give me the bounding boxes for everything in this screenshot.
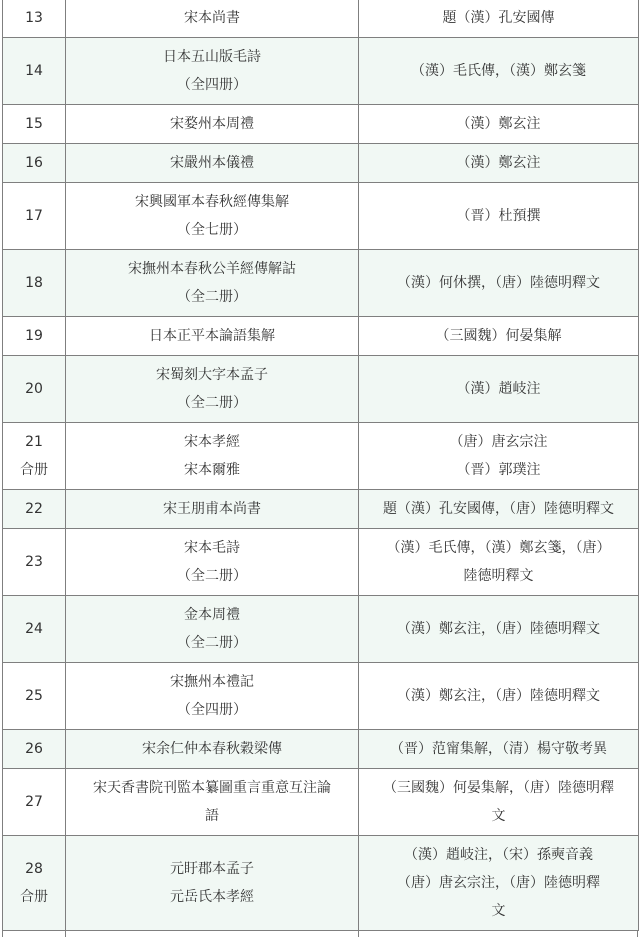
title-cell-line: （全四册） <box>177 77 247 93</box>
number-cell-line: 15 <box>25 116 43 132</box>
title-cell-line: （全七册） <box>177 222 247 238</box>
number-cell <box>3 836 66 931</box>
title-cell-line: 語 <box>205 808 219 824</box>
annotation-cell <box>359 663 639 730</box>
table-row <box>3 356 639 423</box>
annotation-cell-line: 陸德明釋文 <box>463 568 534 584</box>
number-cell-line: 合册 <box>20 462 48 478</box>
number-cell <box>3 183 66 250</box>
title-cell-line: 宋本尚書 <box>184 10 240 26</box>
book-list-table <box>2 0 639 931</box>
annotation-cell-line: （晋）范甯集解，（清）楊守敬考異 <box>390 741 607 757</box>
number-cell <box>3 596 66 663</box>
annotation-cell <box>359 769 639 836</box>
title-cell-line: （全二册） <box>177 568 247 584</box>
annotation-cell <box>359 836 639 931</box>
number-cell <box>3 529 66 596</box>
number-cell-line: 13 <box>25 10 43 26</box>
title-cell <box>66 38 359 105</box>
annotation-cell <box>359 144 639 183</box>
number-cell-line: 合册 <box>20 889 48 905</box>
number-cell-line: 27 <box>25 794 43 810</box>
number-cell <box>3 105 66 144</box>
title-cell <box>66 183 359 250</box>
title-cell <box>66 529 359 596</box>
title-cell-line: 宋興國軍本春秋經傳集解 <box>135 194 289 210</box>
number-cell-line: 28 <box>25 861 43 877</box>
title-cell <box>66 730 359 769</box>
annotation-cell-line: （漢）趙岐注 <box>456 381 541 397</box>
title-cell <box>66 0 359 38</box>
table-row <box>3 250 639 317</box>
annotation-cell-line: 文 <box>491 903 506 919</box>
title-cell <box>66 144 359 183</box>
title-cell <box>66 356 359 423</box>
title-cell-line: 日本五山版毛詩 <box>163 49 261 65</box>
annotation-cell <box>359 250 639 317</box>
annotation-cell <box>359 596 639 663</box>
number-cell <box>3 730 66 769</box>
title-cell-line: （全二册） <box>177 289 247 305</box>
annotation-cell-line: （晋）郭璞注 <box>456 462 541 478</box>
table-row <box>3 317 639 356</box>
annotation-cell <box>359 317 639 356</box>
title-cell-line: 元盱郡本孟子 <box>170 861 254 877</box>
title-cell <box>66 836 359 931</box>
title-cell-line: （全四册） <box>177 702 247 718</box>
number-cell-line: 21 <box>25 434 43 450</box>
annotation-cell-line: （漢）鄭玄注 <box>456 155 541 171</box>
number-cell-line: 20 <box>25 381 43 397</box>
title-cell <box>66 596 359 663</box>
number-cell-line: 16 <box>25 155 43 171</box>
number-cell <box>3 317 66 356</box>
number-cell <box>3 0 66 38</box>
next-row-edge <box>2 931 638 937</box>
number-cell <box>3 38 66 105</box>
title-cell-line: 金本周禮 <box>184 607 240 623</box>
title-cell-line: 元岳氏本孝經 <box>170 889 254 905</box>
number-cell-line: 26 <box>25 741 43 757</box>
title-cell-line: 宋本毛詩 <box>184 540 240 556</box>
number-cell <box>3 490 66 529</box>
table-row <box>3 490 639 529</box>
title-cell-line: 宋天香書院刊監本纂圖重言重意互注論 <box>93 780 331 796</box>
table-row <box>3 529 639 596</box>
annotation-cell-line: （晋）杜預撰 <box>456 208 541 224</box>
table-row <box>3 663 639 730</box>
table-row <box>3 105 639 144</box>
annotation-cell-line: （唐）唐玄宗注 <box>449 434 548 450</box>
annotation-cell <box>359 38 639 105</box>
annotation-cell-line: （漢）毛氏傳，（漢）鄭玄箋 <box>411 63 586 79</box>
table-row <box>3 730 639 769</box>
title-cell <box>66 423 359 490</box>
number-cell <box>3 423 66 490</box>
annotation-cell-line: 文 <box>491 808 506 824</box>
annotation-cell-line: 題（漢）孔安國傳 <box>442 10 555 26</box>
title-cell-line: 宋王朋甫本尚書 <box>163 501 261 517</box>
number-cell-line: 19 <box>25 328 43 344</box>
number-cell-line: 14 <box>25 63 43 79</box>
title-cell-line: 宋蜀刻大字本孟子 <box>156 367 268 383</box>
number-cell <box>3 144 66 183</box>
annotation-cell-line: （漢）趙岐注，（宋）孫奭音義 <box>404 847 593 863</box>
title-cell <box>66 490 359 529</box>
title-cell <box>66 317 359 356</box>
annotation-cell <box>359 0 639 38</box>
annotation-cell-line: （漢）鄭玄注，（唐）陸德明釋文 <box>397 688 600 704</box>
annotation-cell <box>359 529 639 596</box>
table-row <box>3 596 639 663</box>
title-cell-line: （全二册） <box>177 395 247 411</box>
table-row <box>3 769 639 836</box>
number-cell-line: 18 <box>25 275 43 291</box>
table-row <box>3 836 639 931</box>
annotation-cell <box>359 356 639 423</box>
title-cell-line: 宋撫州本春秋公羊經傳解詁 <box>128 261 296 277</box>
number-cell-line: 22 <box>25 501 43 517</box>
number-cell-line: 17 <box>25 208 43 224</box>
title-cell <box>66 769 359 836</box>
number-cell-line: 25 <box>25 688 43 704</box>
title-cell <box>66 105 359 144</box>
annotation-cell-line: （漢）毛氏傳，（漢）鄭玄箋，（唐） <box>386 540 611 556</box>
title-cell-line: 日本正平本論語集解 <box>149 328 275 344</box>
annotation-cell-line: （三國魏）何晏集解，（唐）陸德明釋 <box>383 780 614 796</box>
table-body <box>3 0 639 931</box>
number-cell <box>3 356 66 423</box>
number-cell-line: 24 <box>25 621 43 637</box>
title-cell-line: 宋撫州本禮記 <box>170 674 254 690</box>
annotation-cell-line: （唐）唐玄宗注，（唐）陸德明釋 <box>397 875 600 891</box>
table-row <box>3 423 639 490</box>
annotation-cell <box>359 490 639 529</box>
title-cell <box>66 663 359 730</box>
number-cell <box>3 250 66 317</box>
title-cell-line: 宋余仁仲本春秋穀梁傳 <box>142 741 282 757</box>
title-cell-line: 宋嚴州本儀禮 <box>170 155 254 171</box>
annotation-cell-line: （漢）何休撰，（唐）陸德明釋文 <box>397 275 600 291</box>
number-cell-line: 23 <box>25 554 43 570</box>
table-row <box>3 0 639 38</box>
annotation-cell-line: （漢）鄭玄注 <box>456 116 541 132</box>
annotation-cell-line: 題（漢）孔安國傳，（唐）陸德明釋文 <box>383 501 614 517</box>
title-cell <box>66 250 359 317</box>
table-row <box>3 38 639 105</box>
annotation-cell <box>359 423 639 490</box>
title-cell-line: （全二册） <box>177 635 247 651</box>
annotation-cell <box>359 730 639 769</box>
annotation-cell <box>359 105 639 144</box>
table-row <box>3 183 639 250</box>
title-cell-line: 宋本爾雅 <box>184 462 240 478</box>
number-cell <box>3 663 66 730</box>
annotation-cell <box>359 183 639 250</box>
title-cell-line: 宋本孝經 <box>184 434 240 450</box>
table-row <box>3 144 639 183</box>
annotation-cell-line: （漢）鄭玄注，（唐）陸德明釋文 <box>397 621 600 637</box>
number-cell <box>3 769 66 836</box>
title-cell-line: 宋婺州本周禮 <box>170 116 254 132</box>
annotation-cell-line: （三國魏）何晏集解 <box>435 328 562 344</box>
